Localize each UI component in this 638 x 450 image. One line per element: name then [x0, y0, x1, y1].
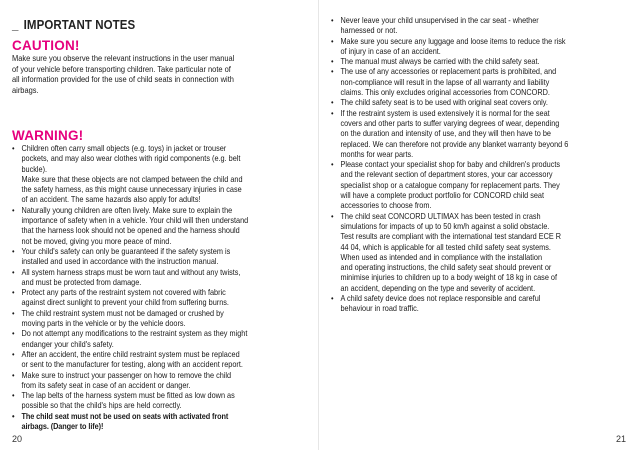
list-item-line: When used as intended and in compliance with the installation	[340, 251, 543, 262]
bullet-icon: •	[331, 66, 334, 77]
list-item-line: importance of safety when in a vehicle. Your child will then understand	[21, 215, 249, 226]
list-item-line: of an accident. The same hazards also apply for adults!	[21, 194, 201, 205]
list-item-line: The child restraint system must not be damaged or crushed by	[21, 307, 224, 318]
list-item	[12, 349, 296, 370]
caution-line: all information provided for the use of child seats in connection with	[12, 74, 234, 85]
caution-line: airbags.	[12, 84, 39, 95]
list-item-line: The child seat must not be used on seats with activated front	[21, 410, 229, 421]
bullet-icon: •	[12, 245, 15, 256]
bullet-icon: •	[12, 328, 15, 339]
list-item	[12, 370, 296, 391]
list-item-line: specialist shop or a catalogue company for replacement parts. They	[340, 179, 560, 190]
list-item-line: the safety harness, as this might cause unnecessary injuries in case	[21, 184, 242, 195]
bullet-icon: •	[331, 107, 334, 118]
bullet-icon: •	[331, 97, 334, 108]
list-item	[12, 390, 296, 411]
page-number-right: 21	[615, 434, 626, 444]
list-item-line: and the relevant section of department stores, your car accessory	[340, 169, 553, 180]
list-item-line: The use of any accessories or replacement parts is prohibited, and	[340, 66, 557, 77]
list-item	[331, 211, 615, 293]
bullet-icon: •	[331, 159, 334, 170]
list-item-line: of injury in case of an accident.	[340, 45, 441, 56]
list-item-line: All system harness straps must be worn taut and without any twists,	[21, 266, 241, 277]
list-item-line: accessories to choose from.	[340, 200, 432, 211]
bullet-icon: •	[12, 307, 15, 318]
list-item-line: Please contact your specialist shop for baby and children's products	[340, 159, 561, 170]
bullet-icon: •	[331, 15, 334, 25]
list-item	[12, 287, 296, 308]
section-title-text: IMPORTANT NOTES	[23, 18, 136, 32]
caution-line: Make sure you observe the relevant instructions in the user manual	[12, 53, 235, 63]
bullet-icon: •	[12, 266, 15, 277]
list-item-line: Make sure you secure any luggage and loose items to reduce the risk	[340, 35, 566, 46]
list-item-line: claims. This only excludes original accessories from CONCORD.	[340, 87, 550, 98]
list-item	[12, 205, 296, 246]
bullet-icon: •	[331, 210, 334, 221]
list-item	[12, 411, 296, 432]
list-item	[331, 36, 615, 57]
warning-list	[12, 143, 296, 431]
list-item-line: If the restraint system is used extensively it is normal for the seat	[340, 107, 550, 118]
section-title	[12, 18, 135, 32]
list-item-line: months for wear parts.	[340, 148, 414, 159]
bullet-icon: •	[12, 287, 15, 298]
list-item-line: The lap belts of the harness system must be fitted as low down as	[21, 390, 235, 401]
caution-line: of your vehicle before transporting children. Take particular note of	[12, 63, 231, 74]
list-item-line: behaviour in road traffic.	[340, 303, 419, 314]
warning-list-wrapper	[12, 143, 342, 431]
list-item-line: Your child's safety can only be guaranteed if the safety system is	[21, 245, 231, 256]
list-item-line: The child seat CONCORD ULTIMAX has been tested in crash	[340, 210, 541, 221]
bullet-icon: •	[12, 143, 15, 153]
bullet-icon: •	[12, 410, 15, 421]
list-item-line: or sent to the manufacturer for testing, along with an accident report.	[21, 359, 243, 370]
bullet-icon: •	[331, 293, 334, 304]
list-item-line: from its safety seat in case of an accident or danger.	[21, 379, 191, 390]
list-item-line: against direct sunlight to prevent your child from suffering burns.	[21, 297, 229, 308]
list-item	[331, 15, 615, 36]
list-item-line: 44 04, which is applicable for all tested child safety seat systems.	[340, 241, 551, 252]
bullet-icon: •	[331, 35, 334, 46]
list-item-line: The manual must always be carried with the child safety seat.	[340, 56, 540, 67]
list-item-line: Make sure that these objects are not clamped between the child and	[21, 173, 243, 184]
list-item-line: minimise injuries to children up to a body weight of 18 kg in case of	[340, 272, 558, 283]
list-item-line: on the duration and intensity of use, and they will then have to be	[340, 128, 551, 139]
list-item-line: The child safety seat is to be used with original seat covers only.	[340, 97, 548, 108]
caution-heading: CAUTION!	[12, 38, 80, 53]
list-item	[331, 108, 615, 159]
list-item-line: not be moved, giving you more peace of mind.	[21, 235, 172, 246]
list-item-line: Make sure to instruct your passenger on how to remove the child	[21, 369, 232, 380]
list-item-line: Do not attempt any modifications to the restraint system as they might	[21, 328, 248, 339]
notes-list	[331, 15, 615, 314]
list-item-line: possible so that the child's hips are held correctly.	[21, 400, 182, 411]
list-item	[12, 267, 296, 288]
list-item-line: buckle).	[21, 163, 48, 174]
list-item	[331, 293, 615, 314]
page-number-left: 20	[12, 434, 23, 444]
section-title-prefix: _	[12, 18, 19, 32]
list-item-line: Protect any parts of the restraint system not covered with fabric	[21, 287, 226, 298]
list-item-line: moving parts in the vehicle or by the vehicle doors.	[21, 318, 186, 329]
notes-list-wrapper	[331, 15, 638, 314]
list-item	[331, 66, 615, 97]
bullet-icon: •	[331, 56, 334, 67]
caution-paragraph	[12, 53, 299, 95]
warning-heading: WARNING!	[12, 128, 84, 143]
list-item-line: covers and other parts to suffer varying degrees of wear, depending	[340, 117, 560, 128]
list-item-line: Children often carry small objects (e.g. toys) in jacket or trouser	[21, 143, 227, 153]
list-item-line: simulations for impacts of up to 50 km/h against a solid obstacle.	[340, 220, 550, 231]
bullet-icon: •	[12, 204, 15, 215]
bullet-icon: •	[12, 369, 15, 380]
list-item-line: airbags. (Danger to life)!	[21, 421, 104, 432]
list-item-line: After an accident, the entire child restraint system must be replaced	[21, 348, 240, 359]
list-item-line: replaced. We can therefore not provide any blanket warranty beyond 6	[340, 138, 569, 149]
list-item	[331, 56, 615, 66]
list-item-line: endanger your child's safety.	[21, 338, 114, 349]
list-item	[331, 159, 615, 210]
bullet-icon: •	[12, 348, 15, 359]
list-item-line: Test results are compliant with the international test standard ECE R	[340, 231, 562, 242]
list-item-line: installed and used in accordance with the instruction manual.	[21, 256, 219, 267]
list-item-line: A child safety device does not replace responsible and careful	[340, 293, 541, 304]
list-item	[12, 328, 296, 349]
list-item-line: Naturally young children are often lively. Make sure to explain the	[21, 204, 233, 215]
list-item-line: an accident, depending on the type and severity of accident.	[340, 282, 536, 293]
list-item	[12, 246, 296, 267]
list-item	[331, 97, 615, 107]
bullet-icon: •	[12, 390, 15, 401]
list-item-line: and operating instructions, the child safety seat should prevent or	[340, 262, 552, 273]
list-item-line: harnessed or not.	[340, 25, 398, 36]
list-item-line: will have a complete product portfolio for CONCORD child seat	[340, 190, 545, 201]
list-item-line: that the harness look should not be opened and the harness should	[21, 225, 240, 236]
list-item	[12, 143, 296, 205]
list-item-line: Never leave your child unsupervised in the car seat - whether	[340, 15, 539, 25]
list-item-line: non-compliance will result in the lapse of all warranty and liability	[340, 76, 550, 87]
list-item-line: and must be protected from damage.	[21, 276, 142, 287]
list-item	[12, 308, 296, 329]
list-item-line: pockets, and may also wear clothes with rigid components (e.g. belt	[21, 153, 241, 164]
